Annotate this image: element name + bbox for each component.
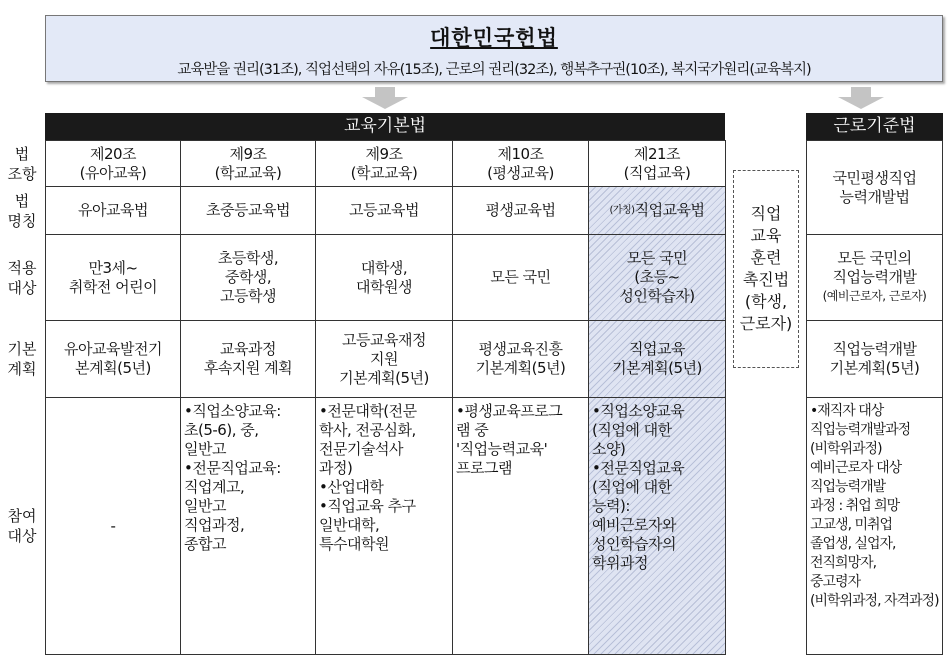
- cell-participants: [315, 397, 453, 655]
- cell-law: [452, 186, 589, 235]
- participants-text: •직업소양교육 (직업에 대한 소양) •전문직업교육 (직업에 대한 능력): 예비근로자와 성인학습자의 학위과정: [592, 402, 685, 572]
- article-text: 제20조 (유아교육): [79, 144, 147, 182]
- law-text: 고등교육법: [349, 201, 419, 219]
- cell-participants: [45, 397, 181, 655]
- law-text: 직업교육법: [634, 201, 705, 219]
- cell-law: [588, 186, 726, 235]
- cell-plan: [452, 320, 589, 398]
- constitution-rights: 교육받을 권리(31조), 직업선택의 자유(15조), 근로의 권리(32조), 행복추구권(10조), 복지국가원리(교육복지): [177, 62, 811, 78]
- target-text: 모든 국민: [490, 268, 551, 286]
- education-basic-act-header: 교육기본법: [45, 113, 725, 140]
- row-label: 법 명칭: [7, 191, 37, 230]
- law-text: 초중등교육법: [206, 201, 290, 219]
- constitution-title: 대한민국헌법: [430, 26, 558, 50]
- labor-participants: •재직자 대상 직업능력개발과정 (비학위과정) 예비근로자 대상 직업능력개발 과정 : 취업 희망 고교생, 미취업 졸업생, 실업자, 전직희망자, 중고령자 (비학위과정, 자격과정): [806, 397, 943, 655]
- cell-participants: [180, 397, 316, 655]
- cell-plan: [45, 320, 181, 398]
- cell-article: [315, 140, 453, 187]
- plan-text: 직업교육 기본계획(5년): [612, 340, 702, 377]
- cell-law: [45, 186, 181, 235]
- labor-target: [806, 234, 943, 321]
- cell-target: [588, 234, 726, 321]
- cell-participants: [588, 397, 726, 655]
- plan-text: 고등교육재정 지원 기본계획(5년): [339, 330, 429, 387]
- labor-target-note: (예비근로자, 근로자): [822, 289, 927, 303]
- cell-target: [315, 234, 453, 321]
- arrow-down-icon: [838, 87, 884, 109]
- cell-plan: [315, 320, 453, 398]
- participants-text: -: [110, 516, 116, 535]
- article-text: 제9조 (학교교육): [214, 144, 282, 182]
- target-text: 만3세~ 취학전 어린이: [68, 258, 158, 296]
- target-text: 대학생, 대학원생: [356, 258, 412, 296]
- labor-plan-text: 직업능력개발 기본계획(5년): [829, 340, 920, 377]
- labor-standards-act-header: 근로기준법: [806, 113, 943, 140]
- cell-plan: [588, 320, 726, 398]
- law-text: 평생교육법: [485, 201, 556, 219]
- row-label: 기본 계획: [7, 340, 37, 378]
- constitution-box: [45, 15, 943, 82]
- vocational-training-promotion-act-box: 직업 교육 훈련 촉진법 (학생, 근로자): [733, 170, 799, 368]
- target-text: 모든 국민 (초등~ 성인학습자): [619, 249, 695, 305]
- article-text: 제21조 (직업교육): [623, 144, 691, 182]
- cell-law: [180, 186, 316, 235]
- cell-plan: [180, 320, 316, 398]
- labor-law-name-text: 국민평생직업 능력개발법: [832, 168, 917, 206]
- cell-target: [45, 234, 181, 321]
- law-text: 유아교육법: [78, 201, 148, 219]
- row-label: 법 조항: [7, 144, 37, 183]
- plan-text: 평생교육진흥 기본계획(5년): [475, 340, 566, 377]
- target-text: 초등학생, 중학생, 고등학생: [217, 249, 279, 305]
- cell-article: [452, 140, 589, 187]
- participants-text: •평생교육프로그 램 중 '직업능력교육' 프로그램: [456, 402, 563, 477]
- article-text: 제9조 (학교교육): [350, 144, 418, 182]
- row-label: 적용 대상: [7, 258, 37, 297]
- plan-text: 교육과정 후속지원 계획: [203, 340, 293, 377]
- labor-target-text: 모든 국민의 직업능력개발: [832, 249, 917, 286]
- law-prefix: (가칭): [609, 205, 635, 216]
- cell-article: [180, 140, 316, 187]
- participants-text: •전문대학(전문 학사, 전공심화, 전문기술석사 과정) •산업대학 •직업교육 추구 일반대학, 특수대학원: [319, 402, 417, 553]
- labor-law-name: [806, 140, 943, 235]
- cell-target: [180, 234, 316, 321]
- article-text: 제10조 (평생교육): [487, 144, 554, 182]
- cell-law: [315, 186, 453, 235]
- row-label: 참여 대상: [7, 507, 37, 545]
- cell-article: [45, 140, 181, 187]
- cell-participants: [452, 397, 589, 655]
- participants-text: •직업소양교육: 초(5-6), 중, 일반고 •전문직업교육: 직업계고, 일반고 직업과정, 종합고: [184, 402, 281, 553]
- labor-plan: [806, 320, 943, 398]
- plan-text: 유아교육발전기 본계획(5년): [64, 340, 162, 377]
- arrow-down-icon: [362, 87, 408, 109]
- cell-article: [588, 140, 726, 187]
- cell-target: [452, 234, 589, 321]
